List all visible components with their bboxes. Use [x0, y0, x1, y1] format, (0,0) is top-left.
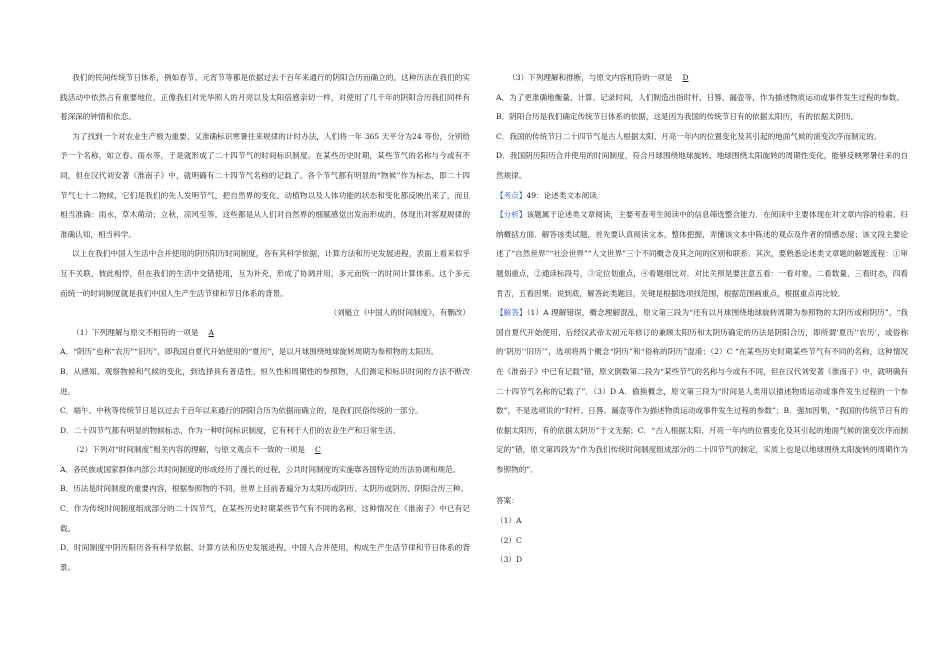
question-3-option-a: A．为了更准确地衡量、计算、记录时间，人们制造出指时杆、日晷、漏壶等，作为描述物质运动或事件发生过程的参数。: [496, 92, 904, 102]
answers-heading: 答案：: [496, 496, 519, 506]
question-3-answer-blank: D: [682, 73, 689, 82]
passage-paragraph-1: 我们的民间传统节日体系，例如春节、元宵节等都是依据过去千百年来通行的阴阳合历而确立的。这种历法在我们的实践活动中依然占有重要地位，正像我们对光华照人的月亮以及太阳倍感亲切一样，对使用了几千年的阴阳合历我们同样有着深深的钟情和依恋。: [60, 73, 470, 122]
question-3-option-d: D．我国阴历阳历合并使用的时间制度，符合月球围绕地球旋转、地球围绕太阳旋转的周期性变化，能够反映寒暑往来的自然规律。: [496, 151, 908, 180]
question-1-option-b: B．从感知、观察物候和气候的变化，到选择具有普适性、恒久性和周期性的参照物，人们测定和标识时间的方法不断改进。: [60, 366, 470, 396]
question-2-option-d: D．时间制度中阴历阳历各有科学依据、计算方法和历史发展进程，中国人合并使用，构成生产生活节律和节日体系的背景。: [60, 543, 470, 572]
answer-1: （1）A: [496, 516, 522, 526]
question-2-option-a: A．各民族或国家群体内部公共时间制度的形成经历了漫长的过程，公共时间制度的实施靠各国特定的历法协调和规范。: [60, 464, 461, 474]
right-column: [496, 68, 908, 570]
passage-paragraph-2: 为了找到一个对农业生产极为重要、又准确标识寒暑往来规律的计时办法，人们将一年 365 天平分为24 等份，分别给予一个名称，如立春、雨水等，于是就形成了二十四节气的时间标识制度。在某些历史时期，某些节气的名称与今或有不同，但在汉代刘安著《淮南子》中，就明确有二十四节气名称的记载了。各个节气都有明显的“物候”作为标志，即二十四节气七十二物候，它们是我们的先人发明节气，把自然界的变化、动植物以及人体功能的状态和变化都反映出来了，而且相当准确：雨水，草木萌动；立秋，凉风至等，这些都是从人们对自然界的细腻感觉出发而形成的，体现出对客观规律的准确认知，相当科学。: [60, 131, 470, 239]
question-3-option-b: B．阴阳合历是我们确定传统节日体系的依据，这是因为我国的传统节日有的依据太阳历，有的依据太阴历。: [496, 112, 859, 122]
fenxi-section: 【分析】该题属于论述类文章阅读，主要考查考生阅读中的信息筛选整合能力．在阅读中主要体现在对文章内容的检索、归纳概括方面．解答该类试题，首先要认真阅读文本，整体把握，弄懂该文本中陈述的观点及作者的情感态度；该文段主要论述了“自然世界”“社会世界”“人文世界”三个不同概念及其之间的区别和联系．其次，要熟悉论述类文章题的解题流程：①审题划重点，②通读标段号，③定位划重点，④看题细比对．对比关照是要注意五看：一看对象，二看数量，三看时态，四看肯否，五看因果．说到底，解答此类题目，关键是根据选项找范围，根据范围画重点，根据重点再比较．: [496, 210, 909, 298]
passage-paragraph-3: 以上在我们中国人生活中合并使用的阴历阳历时间制度，各有其科学依据，计算方法和历史发展进程，表面上看来似乎互不关联，彼此相悖，但在我们的生活中交错使用，互为补充，形成了协调并用，多元而统一的时间计算体系。这个多元而统一的时间制度就是我们中国人生产生活节律和节日体系的背景。: [60, 249, 470, 298]
question-2-stem: （2）下列对“时间制度”相关内容的理解，与原文观点不一致的一项是 C: [60, 440, 470, 460]
jieda-tag: 【解答】: [496, 308, 527, 318]
passage-source: （刘魁立《中国人的时间制度》，有删改）: [329, 308, 470, 318]
fenxi-tag: 【分析】: [496, 210, 527, 220]
question-2-option-c: C．作为传统时间制度组成部分的二十四节气，在某些历史时期某些节气有不同的名称，这种情况在《淮南子》中已有记载。: [60, 504, 470, 533]
question-1-option-c: C．端午、中秋等传统节日是以过去千百年以来通行的阴阳合历为依据而确立的，是我们民俗传统的一部分。: [60, 406, 423, 416]
question-2-option-b: B．历法是时间制度的重要内容，根据参照物的不同，世界上目前普遍分为太阳历或阴历、太阴历或阴历、阴阳合历三种。: [60, 484, 469, 494]
jieda-section: 【解答】（1）A 理解错误，概念理解混乱，原文第三段为“还有以月球围绕地球旋转周期为参照物的太阴历或称阴历”，“我国自夏代开始使用、后经汉武帝太初元年修订的兼顾太阳历和太阴历确定的历法是阴阳合历，即所谓‘夏历’‘农历’，或俗称的‘阴历’‘旧历’”，选项将两个概念“阴历”和“俗称的阴历”混淆；（2）C “在某些历史时期某些节气有不同的名称，这种情况在《淮南子》中已有记载”错，原文倒数第二段为“某些节气的名称与今或有不同，但在汉代刘安著《淮南子》中，就明确有二十四节气名称的记载了”．（3）D A．偷换概念，原文第三段为“时间是人类用以描述物质运动或事件发生过程的一个参数”，不是选项说的“时杆、日晷、漏壶等作为描述物质运动或事件发生过程的参数”；B．强加因果，“我国的传统节日有的依据太阳历，有的依据太阴历”于文无据；C．“古人根据太阳、月亮一年内的位置变化及其引起的地面气候的演变次序而制定的”错，原文第四段为“作为我们传统时间制度组成部分的二十四节气的制定，实质上也是以地球围绕太阳旋转的周期作为参照物的”．: [496, 308, 909, 474]
question-3-stem: （3）下列理解和推断，与原文内容相符的一项是 D: [496, 68, 908, 88]
question-1-answer-blank: A: [208, 327, 214, 337]
answer-3: （3）D: [496, 555, 523, 565]
kaodian-section: 【考点】49：论述类文本阅读．: [496, 190, 605, 200]
question-1-option-a: A．“阴历”也称“农历”“旧历”，即我国自夏代开始使用的“夏历”，是以月球围绕地球旋转周期为参照物的太阳历。: [60, 347, 439, 357]
left-column: [60, 68, 470, 577]
answer-2: （2）C: [496, 535, 522, 545]
question-3-option-c: C．我国的传统节日二十四节气是古人根据太阳、月亮一年内的位置变化及其引起的地面气候的演变次序而制定的。: [496, 131, 882, 141]
question-1-option-d: D．二十四节气都有明显的物候标志，作为一种时间标识制度，它有利于人们的农业生产和日常生活。: [60, 425, 401, 435]
question-2-answer-blank: C: [314, 445, 321, 455]
kaodian-tag: 【考点】: [496, 190, 527, 200]
question-1-stem: （1）下列理解与原文不相符的一项是 A: [60, 323, 470, 343]
